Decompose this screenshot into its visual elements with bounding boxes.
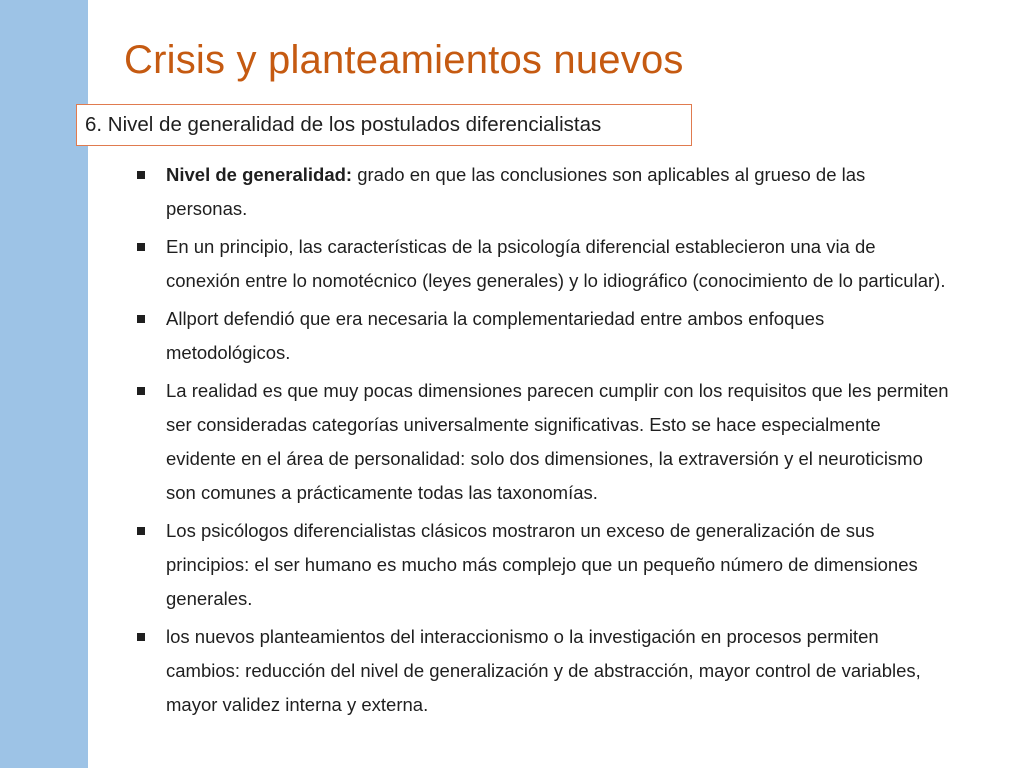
square-bullet-icon [137,633,145,641]
bullet-item [130,374,950,510]
bullet-item [130,158,950,226]
bullet-term: Nivel de generalidad: [166,164,353,185]
square-bullet-icon [137,243,145,251]
bullet-text: Allport defendió que era necesaria la complementariedad entre ambos enfoques metodológicos. [166,308,825,363]
bullet-text: En un principio, las características de la psicología diferencial establecieron una via de conexión entre lo nomotécnico (leyes generales) y lo idiográfico (conocimiento de lo particular). [166,236,946,291]
bullet-text: grado en que las conclusiones son aplicables al grueso de las personas. [166,164,866,219]
bullet-item [130,620,950,722]
subtitle-box [76,104,692,146]
square-bullet-icon [137,315,145,323]
subtitle-text: 6. Nivel de generalidad de los postulados diferencialistas [85,113,602,136]
square-bullet-icon [137,527,145,535]
bullet-item [130,230,950,298]
bullet-text: La realidad es que muy pocas dimensiones parecen cumplir con los requisitos que les permiten ser consideradas categorías universalmente significativas. Esto se hace especialmente evidente en el área de personalidad: solo dos dimensiones, la extraversión y el neuroticismo son comunes a prácticamente todas las taxonomías. [166,380,949,503]
square-bullet-icon [137,387,145,395]
bullet-item [130,302,950,370]
bullet-text: los nuevos planteamientos del interaccionismo o la investigación en procesos permiten cambios: reducción del nivel de generalización y de abstracción, mayor control de variables, mayor validez interna y externa. [166,626,921,715]
bullet-item [130,514,950,616]
left-decorative-band [0,0,88,768]
bullet-text: Los psicólogos diferencialistas clásicos mostraron un exceso de generalización de sus principios: el ser humano es mucho más complejo que un pequeño número de dimensiones generales. [166,520,918,609]
bullet-list [130,158,950,726]
square-bullet-icon [137,171,145,179]
slide-title: Crisis y planteamientos nuevos [124,38,684,82]
